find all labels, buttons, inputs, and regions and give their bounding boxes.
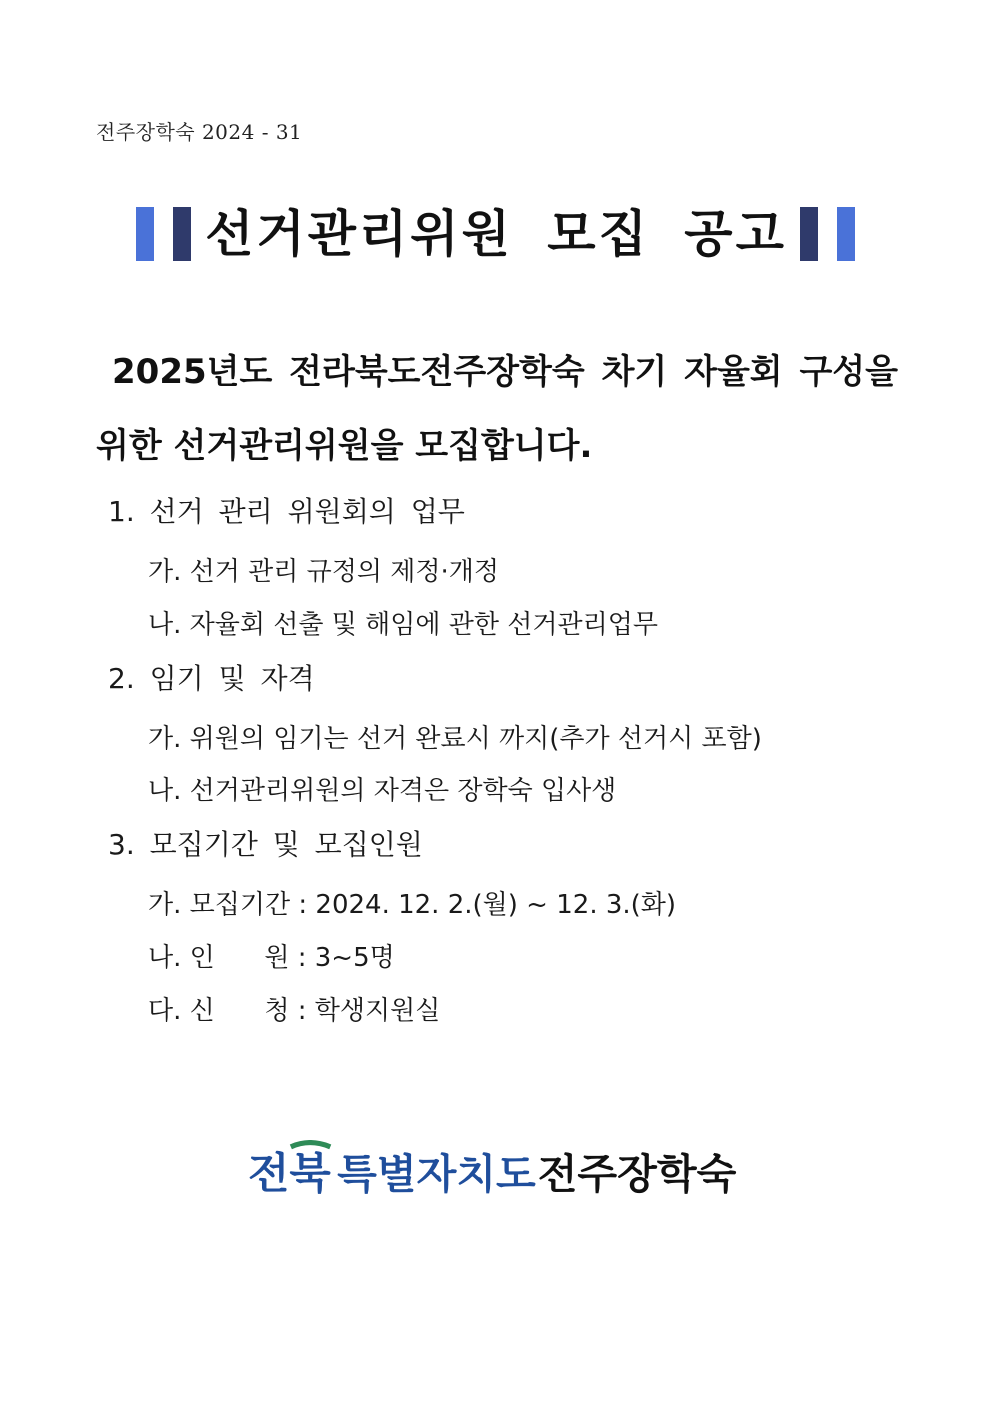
- section-heading-recruitment: 3. 모집기간 및 모집인원: [108, 828, 423, 861]
- logo-part-institution: 전주장학숙: [537, 1150, 737, 1198]
- lead-paragraph-line2: 위한 선거관리위원을 모집합니다.: [96, 426, 593, 466]
- section-item: 나. 인 원 : 3~5명: [148, 943, 395, 973]
- title-bar-right-outer: [837, 207, 855, 261]
- section-heading-term: 2. 임기 및 자격: [108, 662, 315, 695]
- section-item: 다. 신 청 : 학생지원실: [148, 996, 441, 1026]
- title-bar-right-inner: [800, 207, 818, 261]
- logo-part-special: 특별자치도: [337, 1150, 536, 1198]
- section-heading-duties: 1. 선거 관리 위원회의 업무: [108, 495, 465, 528]
- section-item: 가. 선거 관리 규정의 제정·개정: [148, 557, 499, 587]
- section-item: 나. 자율회 선출 및 해임에 관한 선거관리업무: [148, 610, 658, 640]
- section-item: 가. 위원의 임기는 선거 완료시 까지(추가 선거시 포함): [148, 724, 762, 754]
- section-item: 가. 모집기간 : 2024. 12. 2.(월) ~ 12. 3.(화): [148, 890, 677, 920]
- logo-part-region: 전북: [248, 1149, 331, 1199]
- document-number: 전주장학숙 2024 - 31: [96, 120, 303, 144]
- lead-paragraph-line1: 2025년도 전라북도전주장학숙 차기 자율회 구성을: [112, 352, 898, 392]
- page-title: 선거관리위원 모집 공고: [205, 205, 787, 263]
- section-item: 나. 선거관리위원의 자격은 장학숙 입사생: [148, 776, 617, 806]
- title-banner: [0, 200, 992, 270]
- institution-logo: [208, 1140, 768, 1200]
- logo-arc-icon: [291, 1143, 330, 1147]
